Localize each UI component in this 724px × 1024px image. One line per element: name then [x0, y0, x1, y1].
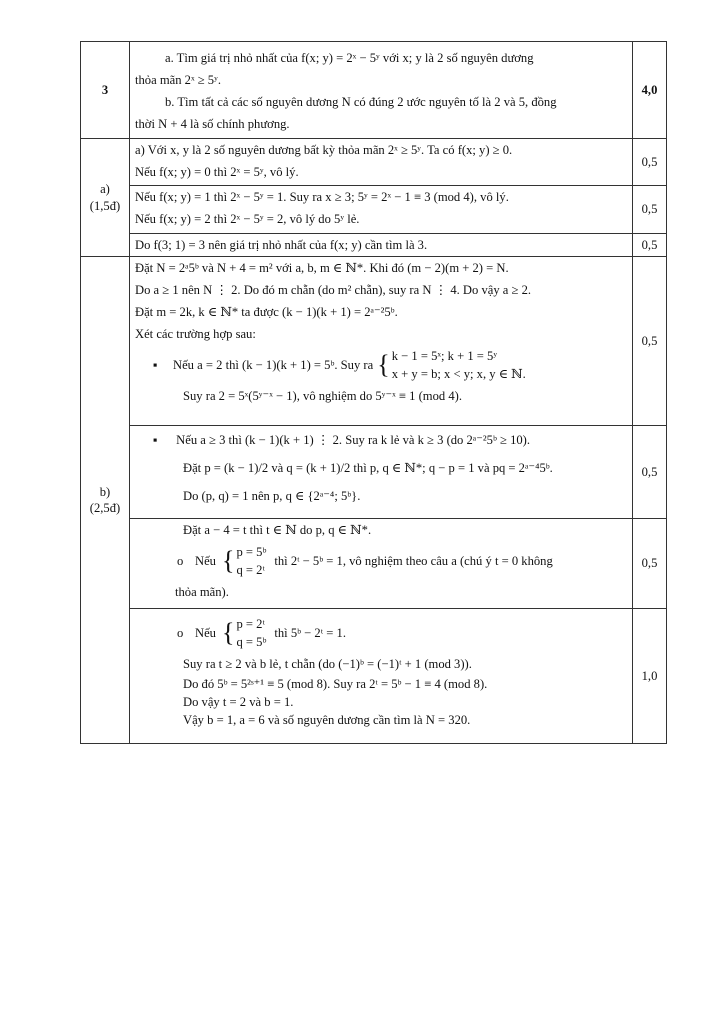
part-b-step-4	[81, 609, 667, 744]
case-a-equals-2	[135, 345, 627, 385]
equation-system	[236, 615, 266, 651]
step-line: Do đó 5ᵇ = 5²ˢ⁺¹ ≡ 5 (mod 8). Suy ra 2ᵗ = 5ᵇ − 1 ≡ 4 (mod 8).	[183, 677, 488, 691]
part-score: (1,5đ)	[89, 198, 121, 213]
case-a-ge-3	[135, 429, 627, 451]
step-content	[130, 186, 633, 234]
question-points: 4,0	[633, 42, 667, 139]
left-brace-icon: {	[377, 350, 390, 379]
case-text: Nếu	[195, 554, 216, 568]
system-line: x + y = b; x < y; x, y ∈ ℕ.	[391, 367, 526, 381]
part-b-step-2	[81, 426, 667, 519]
part-b-step-1	[81, 257, 667, 426]
step-line: Đặt p = (k − 1)/2 và q = (k + 1)/2 thì p, q ∈ ℕ*; q − p = 1 và pq = 2ᵃ⁻⁴5ᵇ.	[183, 461, 553, 475]
step-points: 0,5	[633, 519, 667, 609]
step-line: Suy ra t ≥ 2 và b lẻ, t chẵn (do (−1)ᵇ = (−1)ᵗ + 1 (mod 3)).	[183, 657, 472, 671]
system-line: k − 1 = 5ˣ; k + 1 = 5ʸ	[391, 349, 498, 363]
step-content	[130, 426, 633, 519]
question-statement	[130, 42, 633, 139]
statement-line: b. Tìm tất cả các số nguyên dương N có đúng 2 ước nguyên tố là 2 và 5, đồng	[165, 95, 557, 109]
part-a-step-3	[81, 234, 667, 257]
step-line: a) Với x, y là 2 số nguyên dương bất kỳ thỏa mãn 2ˣ ≥ 5ʸ. Ta có f(x; y) ≥ 0.	[135, 143, 513, 157]
step-line: Do f(3; 1) = 3 nên giá trị nhỏ nhất của f(x; y) cần tìm là 3.	[135, 238, 428, 252]
step-line: Đặt a − 4 = t thì t ∈ ℕ do p, q ∈ ℕ*.	[183, 523, 372, 537]
step-points: 0,5	[633, 139, 667, 186]
step-line: Đặt m = 2k, k ∈ ℕ* ta được (k − 1)(k + 1) = 2ᵃ⁻²5ᵇ.	[135, 305, 398, 319]
step-points: 0,5	[633, 186, 667, 234]
statement-line: thời N + 4 là số chính phương.	[135, 117, 290, 131]
system-line: q = 2ᵗ	[236, 563, 265, 577]
case-text: thì 2ᵗ − 5ᵇ = 1, vô nghiệm theo câu a (chú ý t = 0 không	[274, 554, 553, 568]
bullet-icon: ▪	[153, 358, 158, 372]
statement-line: a. Tìm giá trị nhỏ nhất của f(x; y) = 2ˣ − 5ʸ với x; y là 2 số nguyên dương	[165, 51, 534, 65]
case-text: thì 5ᵇ − 2ᵗ = 1.	[274, 626, 346, 640]
step-line: Nếu f(x; y) = 1 thì 2ˣ − 5ʸ = 1. Suy ra x ≥ 3; 5ʸ = 2ˣ − 1 ≡ 3 (mod 4), vô lý.	[135, 190, 509, 204]
step-line: Nếu f(x; y) = 0 thì 2ˣ = 5ʸ, vô lý.	[135, 165, 299, 179]
step-content	[130, 234, 633, 257]
part-score: (2,5đ)	[89, 501, 121, 515]
step-line: thỏa mãn).	[175, 585, 229, 599]
solution-table	[80, 41, 667, 744]
step-line: Do a ≥ 1 nên N ⋮ 2. Do đó m chẵn (do m² chẵn), suy ra N ⋮ 4. Do vậy a ≥ 2.	[135, 283, 532, 297]
question-row	[81, 42, 667, 139]
part-a-step-1	[81, 139, 667, 186]
circle-bullet-icon: o	[177, 554, 184, 568]
equation-system	[392, 347, 526, 383]
left-brace-icon: {	[221, 618, 235, 647]
part-label: a)	[100, 182, 110, 197]
step-line: Do (p, q) = 1 nên p, q ∈ {2ᵃ⁻⁴; 5ᵇ}.	[183, 489, 361, 503]
question-number: 3	[81, 42, 130, 139]
part-a-step-2	[81, 186, 667, 234]
circle-bullet-icon: o	[177, 626, 184, 640]
statement-line: thỏa mãn 2ˣ ≥ 5ʸ.	[135, 73, 221, 87]
step-points: 0,5	[633, 426, 667, 519]
part-label: b)	[99, 484, 111, 499]
part-b-label	[81, 257, 130, 744]
system-line: p = 2ᵗ	[236, 617, 265, 631]
step-content	[130, 257, 633, 426]
case-p-2t	[135, 613, 627, 653]
step-line: Đặt N = 2ᵃ5ᵇ và N + 4 = m² với a, b, m ∈ ℕ*. Khi đó (m − 2)(m + 2) = N.	[135, 261, 509, 275]
case-text: Nếu	[195, 626, 216, 640]
system-line: q = 5ᵇ	[236, 635, 267, 649]
step-content	[130, 139, 633, 186]
step-content	[130, 609, 633, 744]
case-text: Nếu a = 2 thì (k − 1)(k + 1) = 5ᵇ. Suy ra	[173, 358, 374, 372]
equation-system	[236, 543, 266, 579]
system-line: p = 5ᵇ	[236, 545, 267, 559]
step-line: Nếu f(x; y) = 2 thì 2ˣ − 5ʸ = 2, vô lý do 5ʸ lẻ.	[135, 212, 360, 226]
part-b-step-3	[81, 519, 667, 609]
step-line: Xét các trường hợp sau:	[135, 327, 256, 341]
step-points: 0,5	[633, 234, 667, 257]
case-p-5b	[135, 541, 627, 581]
case-text: Nếu a ≥ 3 thì (k − 1)(k + 1) ⋮ 2. Suy ra k lẻ và k ≥ 3 (do 2ᵃ⁻²5ᵇ ≥ 10).	[176, 433, 531, 447]
part-a-label	[81, 139, 130, 257]
left-brace-icon: {	[221, 546, 235, 575]
step-line: Suy ra 2 = 5ˣ(5ʸ⁻ˣ − 1), vô nghiệm do 5ʸ⁻ˣ ≡ 1 (mod 4).	[183, 389, 462, 403]
bullet-icon: ▪	[153, 433, 158, 447]
step-points: 0,5	[633, 257, 667, 426]
step-points: 1,0	[633, 609, 667, 744]
step-content	[130, 519, 633, 609]
step-line: Vậy b = 1, a = 6 và số nguyên dương cần tìm là N = 320.	[183, 713, 471, 727]
step-line: Do vậy t = 2 và b = 1.	[183, 695, 294, 709]
